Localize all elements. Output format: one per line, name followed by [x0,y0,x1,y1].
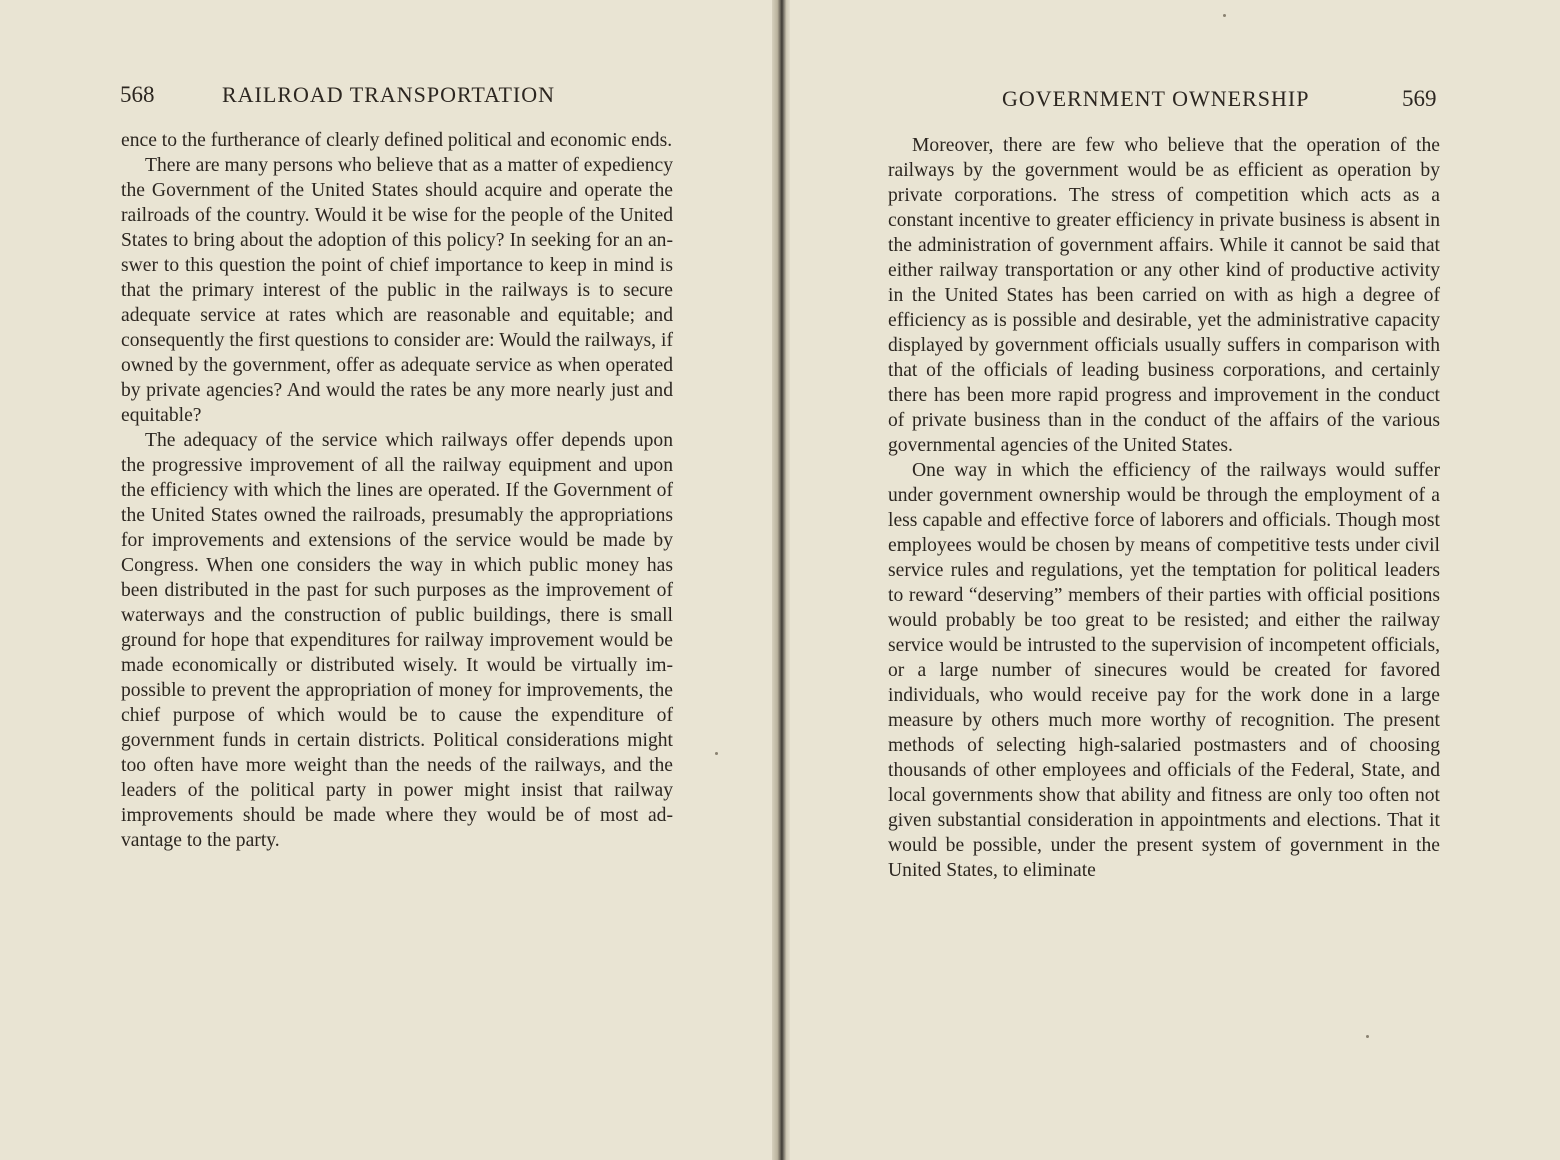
page-number-left: 568 [120,82,155,107]
running-head-right: GOVERNMENT OWNERSHIP [1002,86,1310,111]
left-page [0,0,772,1160]
paragraph: One way in which the efficiency of the railways would suffer under government ownership would be through the employment of a less capable and effective force of laborers and officials. Though most employees would be chosen by means of competitive tests under civil service rules and regulations, yet the temptation for political leaders to reward “deserving” members of their parties with official positions would probably be too great to be resisted; and either the railway service would be intrusted to the supervision of incompetent officials, or a large number of sinecures would be created for favored individuals, who would receive pay for the work done in a large measure by others much more worthy of recognition. The present methods of selecting high-salaried postmasters and of choosing thousands of other employees and officials of the Federal, State, and local governments show that ability and fitness are only too often not given substantial consideration in appointments and elections. That it would be possible, under the present system of government in the United States, to eliminate [888,460,1440,881]
text-block-right [888,133,1440,883]
paper-speck [715,752,718,755]
running-head-left: RAILROAD TRANSPORTATION [222,82,556,107]
paragraph: ence to the furtherance of clearly defined political and economic ends. [121,130,673,151]
text-block-left [121,128,673,853]
paper-speck [1366,1035,1369,1038]
paragraph: The adequacy of the service which railways offer depends upon the progressive improvement of all the railway equipment and upon the efficiency with which the lines are operated. If the Government of the United States owned the railroads, presumably the appropriations for improvements and extensions of the service would be made by Congress. When one considers the way in which public money has been distributed in the past for such purposes as the improvement of waterways and the construction of public buildings, there is small ground for hope that expenditures for railway improvement would be made economically or distributed wisely. It would be virtually impossible to prevent the appropriation of money for improvements, the chief purpose of which would be to cause the expenditure of government funds in certain districts. Political considerations might too often have more weight than the needs of the railways, and the leaders of the political party in power might insist that railway improvements should be made where they would be of most advantage to the party. [121,430,673,851]
paragraph: There are many persons who believe that as a matter of expediency the Government of the United States should acquire and operate the railroads of the country. Would it be wise for the people of the United States to bring about the adoption of this policy? In seeking for an answer to this question the point of chief importance to keep in mind is that the primary interest of the public in the railways is to secure adequate service at rates which are reasonable and equitable; and consequently the first questions to consider are: Would the railways, if owned by the government, offer as adequate service as when operated by private agencies? And would the rates be any more nearly just and equitable? [121,155,673,426]
page-number-right: 569 [1402,86,1437,111]
book-gutter [772,0,790,1160]
paragraph: Moreover, there are few who believe that the operation of the railways by the government would be as efficient as operation by private corporations. The stress of competition which acts as a constant incentive to greater efficiency in private business is absent in the administration of government affairs. While it cannot be said that either railway transportation or any other kind of productive activity in the United States has been carried on with as high a degree of efficiency as is possible and desirable, yet the administrative capacity displayed by government officials usually suffers in comparison with that of the officials of leading business corporations, and certainly there has been more rapid progress and improvement in the conduct of private business than in the conduct of the affairs of the various governmental agencies of the United States. [888,135,1440,456]
right-page [790,0,1560,1160]
paper-speck [1223,14,1226,17]
